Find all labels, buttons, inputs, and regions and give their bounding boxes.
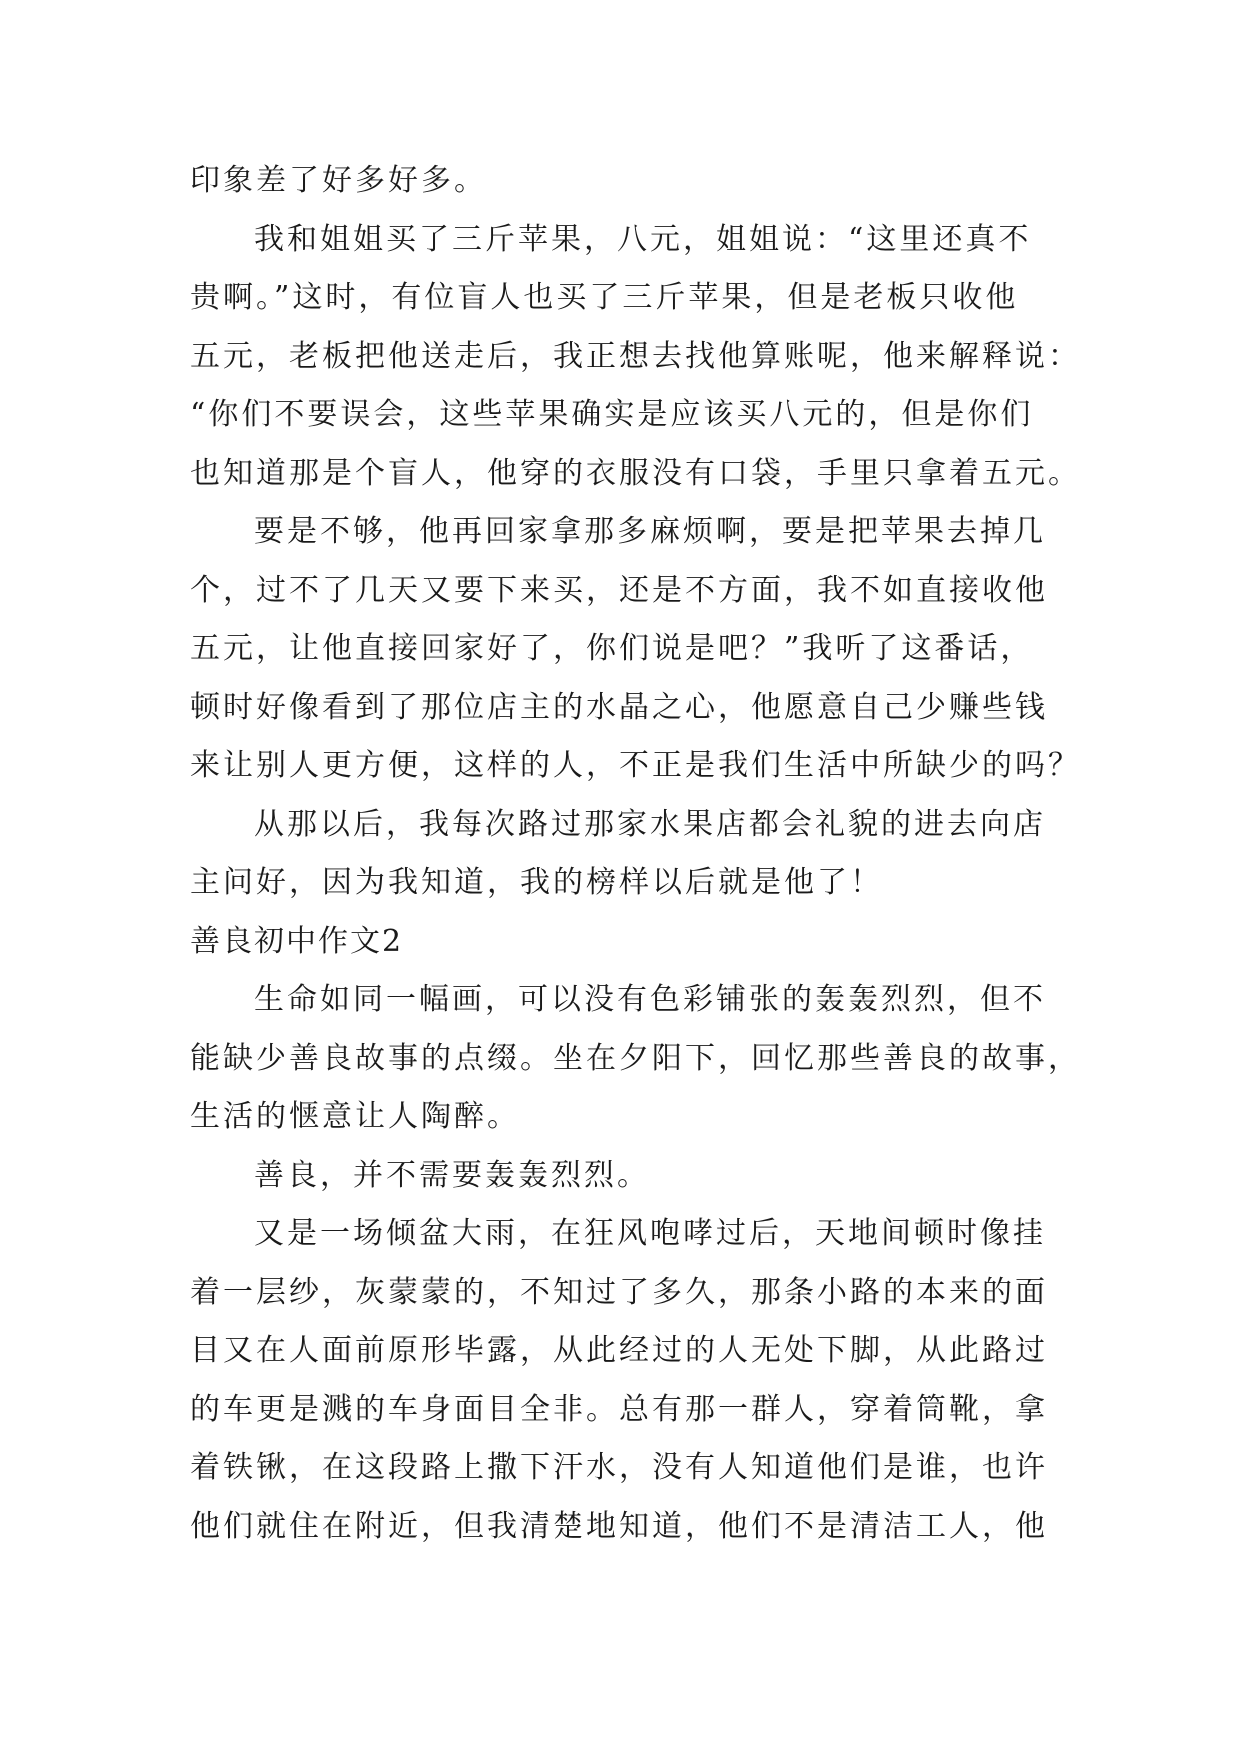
text-line: 的车更是溅的车身面目全非。总有那一群人，穿着筒靴，拿	[190, 1391, 1048, 1427]
text-line: 他们就住在附近，但我清楚地知道，他们不是清洁工人，他	[190, 1508, 1048, 1544]
text-line: “你们不要误会，这些苹果确实是应该买八元的，但是你们	[190, 397, 1034, 432]
text-line: 也知道那是个盲人，他穿的衣服没有口袋，手里只拿着五元。	[190, 455, 1081, 491]
text-line: 顿时好像看到了那位店主的水晶之心，他愿意自己少赚些钱	[190, 689, 1048, 725]
document-body	[190, 152, 1081, 1556]
text-line: 要是不够，他再回家拿那多麻烦啊，要是把苹果去掉几	[254, 514, 1046, 549]
text-line: 五元，老板把他送走后，我正想去找他算账呢，他来解释说：	[190, 338, 1081, 374]
text-line: 能缺少善良故事的点缀。坐在夕阳下，回忆那些善良的故事，	[190, 1040, 1081, 1076]
text-line: 个，过不了几天又要下来买，还是不方面，我不如直接收他	[190, 572, 1048, 608]
text-line: 着一层纱，灰蒙蒙的，不知过了多久，那条小路的本来的面	[190, 1274, 1048, 1310]
text-line: 主问好，因为我知道，我的榜样以后就是他了！	[190, 865, 883, 900]
text-line: 贵啊。”这时，有位盲人也买了三斤苹果，但是老板只收他	[190, 280, 1019, 315]
text-line: 善良，并不需要轰轰烈烈。	[254, 1157, 650, 1193]
text-line: 目又在人面前原形毕露，从此经过的人无处下脚，从此路过	[190, 1333, 1048, 1368]
text-line: 生命如同一幅画，可以没有色彩铺张的轰轰烈烈，但不	[254, 982, 1046, 1017]
text-line: 又是一场倾盆大雨，在狂风咆哮过后，天地间顿时像挂	[254, 1216, 1046, 1251]
text-line: 印象差了好多好多。	[190, 163, 487, 198]
text-line: 来让别人更方便，这样的人，不正是我们生活中所缺少的吗？	[190, 748, 1081, 783]
text-line: 生活的惬意让人陶醉。	[190, 1099, 520, 1134]
text-line: 五元，让他直接回家好了，你们说是吧？”我听了这番话，	[190, 631, 1034, 666]
text-line: 从那以后，我每次路过那家水果店都会礼貌的进去向店	[254, 806, 1046, 842]
text-line: 我和姐姐买了三斤苹果，八元，姐姐说：“这里还真不	[254, 221, 1032, 257]
section-heading: 善良初中作文2	[190, 923, 404, 959]
text-line: 着铁锹，在这段路上撒下汗水，没有人知道他们是谁，也许	[190, 1450, 1048, 1485]
